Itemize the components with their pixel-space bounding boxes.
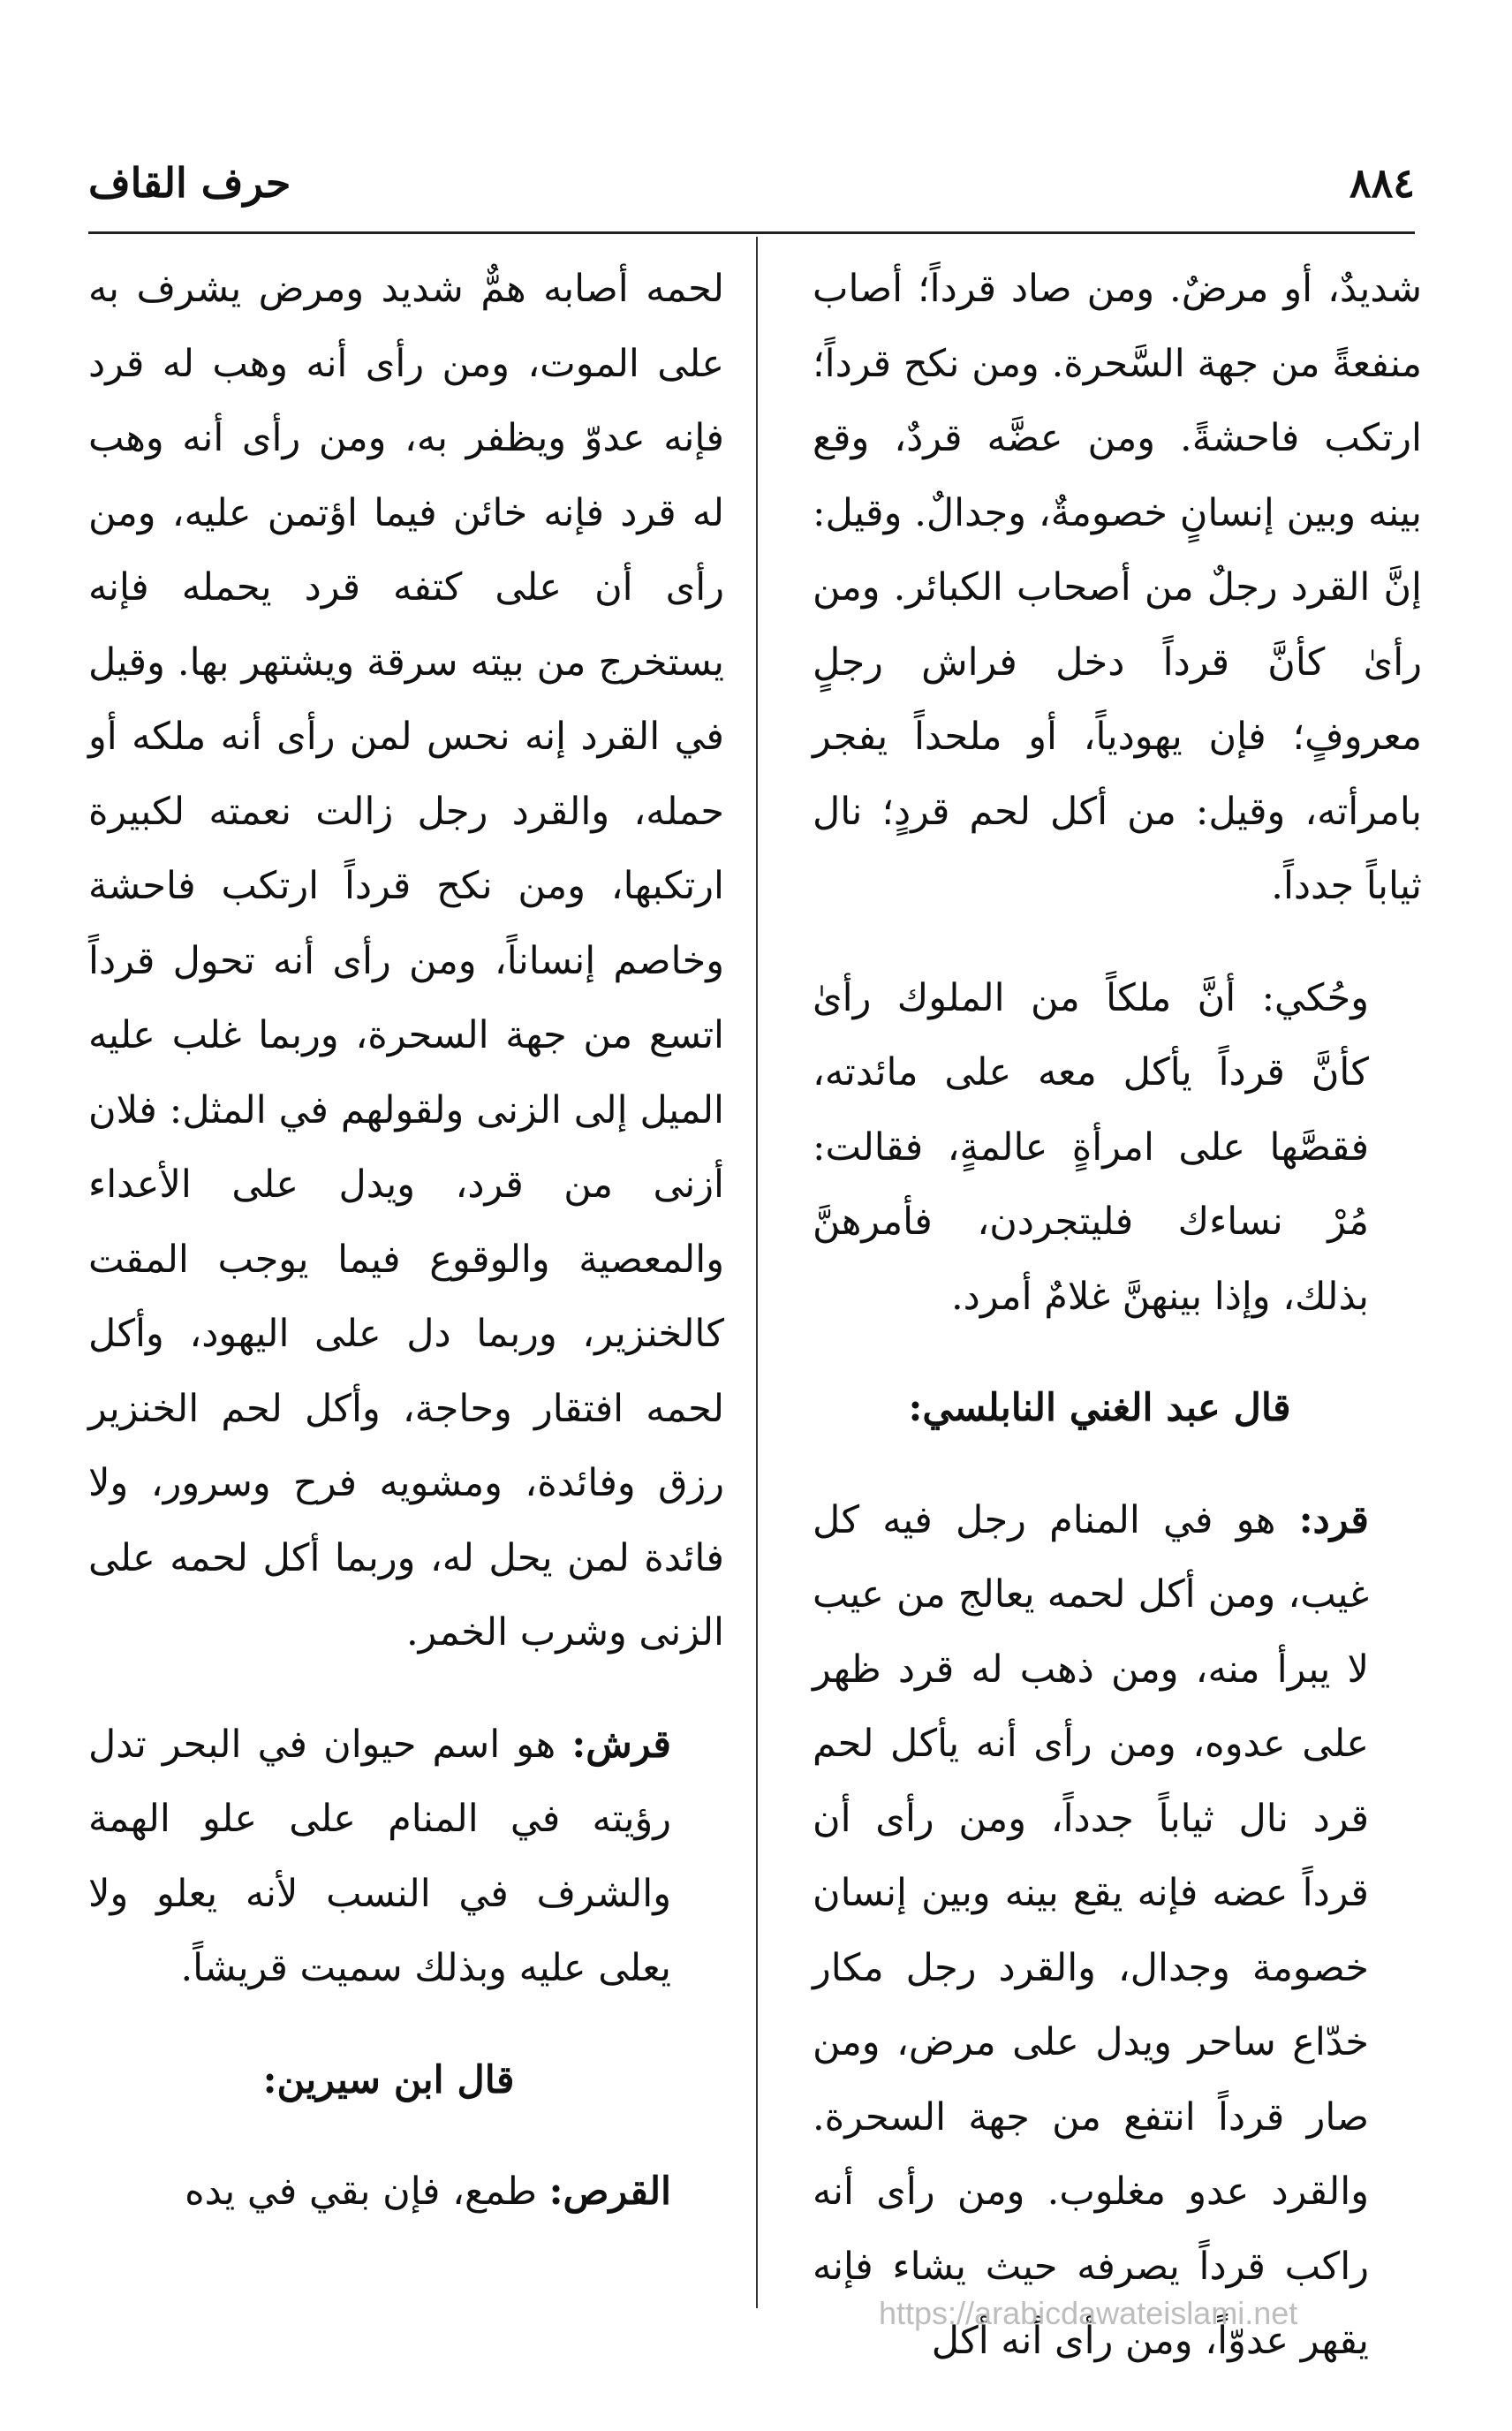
column-divider xyxy=(756,237,758,2308)
left-paragraph-1: لحمه أصابه همٌّ شديد ومرض يشرف به على الموت، ومن رأى أنه وهب له قرد فإنه عدوّ ويظفر به، ومن رأى أنه وهب له قرد فإنه خائن فيما اؤتمن عليه، ومن رأى أن على كتفه قرد يحمله فإنه يستخرج من بيته سرقة ويشتهر بها. وقيل في القرد إنه نحس لمن رأى أنه ملكه أو حمله، والقرد رجل زالت نعمته لكبيرة ارتكبها، ومن نكح قرداً ارتكب فاحشة وخاصم إنساناً، ومن رأى أنه تحول قرداً اتسع من جهة السحرة، وربما غلب عليه الميل إلى الزنى ولقولهم في المثل: فلان أزنى من قرد، ويدل على الأعداء والمعصية والوقوع فيما يوجب المقت كالخنزير، وربما دل على اليهود، وأكل لحمه افتقار وحاجة، وأكل لحم الخنزير رزق وفائدة، ومشويه فرح وسرور، ولا فائدة لمن يحل له، وربما أكل لحمه على الزنى وشرب الخمر. xyxy=(88,267,724,1655)
entry-term-qirsh: قرش: xyxy=(571,1722,671,1767)
page-header xyxy=(88,150,1415,221)
left-paragraph-2 xyxy=(88,1708,724,2006)
entry-term-qird: قرد: xyxy=(1298,1497,1369,1542)
spacer xyxy=(813,924,1422,961)
header-rule xyxy=(88,231,1415,234)
right-paragraph-1: شديدٌ، أو مرضٌ. ومن صاد قرداً؛ أصاب منفعةً من جهة السَّحرة. ومن نكح قرداً؛ ارتكب فاحشةً. ومن عضَّه قردٌ، وقع بينه وبين إنسانٍ خصومةٌ، وجدالٌ. وقيل: إنَّ القرد رجلٌ من أصحاب الكبائر. ومن رأىٰ كأنَّ قرداً دخل فراش رجلٍ معروفٍ؛ فإن يهودياً، أو ملحداً يفجر بامرأته، وقيل: من أكل لحم قردٍ؛ نال ثياباً جدداً. xyxy=(813,267,1422,908)
entry-text-qurs: طمع، فإن بقي في يده xyxy=(185,2170,549,2214)
left-column xyxy=(88,252,724,2230)
section-heading-ibn-sirin: قال ابن سيرين: xyxy=(262,2057,515,2102)
right-column xyxy=(813,252,1422,2379)
spacer xyxy=(88,2006,724,2043)
entry-text-qirsh: هو اسم حيوان في البحر تدل رؤيته في المنام على علو الهمة والشرف في النسب لأنه يعلو ولا يعلى عليه وبذلك سميت قريشاً. xyxy=(88,1722,671,1990)
spacer xyxy=(88,2117,724,2155)
right-paragraph-3 xyxy=(813,1483,1422,2379)
spacer xyxy=(813,1446,1422,1483)
entry-term-qurs: القرص: xyxy=(548,2170,671,2214)
spacer xyxy=(813,1334,1422,1371)
entry-text-qird: هو في المنام رجل فيه كل غيب، ومن أكل لحمه يعالج من عيب لا يبرأ منه، ومن ذهب له قرد ظهر على عدوه، ومن رأى أنه يأكل لحم قرد نال ثياباً جدداً، ومن رأى أن قرداً عضه فإنه يقع بينه وبين إنسان خصومة وجدال، والقرد رجل مكار خدّاع ساحر ويدل على مرض، ومن صار قرداً انتفع من جهة السحرة. والقرد عدو مغلوب. ومن رأى أنه راكب قرداً يصرفه حيث يشاء فإنه يقهر عدوّاً، ومن رأى أنه أكل xyxy=(813,1497,1369,2363)
section-heading-nabulsi: قال عبد الغني النابلسي: xyxy=(908,1386,1291,1430)
page-number: ٨٨٤ xyxy=(1349,159,1415,207)
running-title: حرف القاف xyxy=(88,159,291,207)
left-paragraph-3 xyxy=(88,2155,724,2230)
right-paragraph-2: وحُكي: أنَّ ملكاً من الملوك رأىٰ كأنَّ قرداً يأكل معه على مائدته، فقصَّها على امرأةٍ عالمةٍ، فقالت: مُرْ نساءك فليتجردن، فأمرهنَّ بذلك، وإذا بينهنَّ غلامٌ أمرد. xyxy=(813,975,1369,1319)
watermark-url: https://arabicdawateislami.net xyxy=(879,2295,1298,2331)
spacer xyxy=(88,1670,724,1708)
